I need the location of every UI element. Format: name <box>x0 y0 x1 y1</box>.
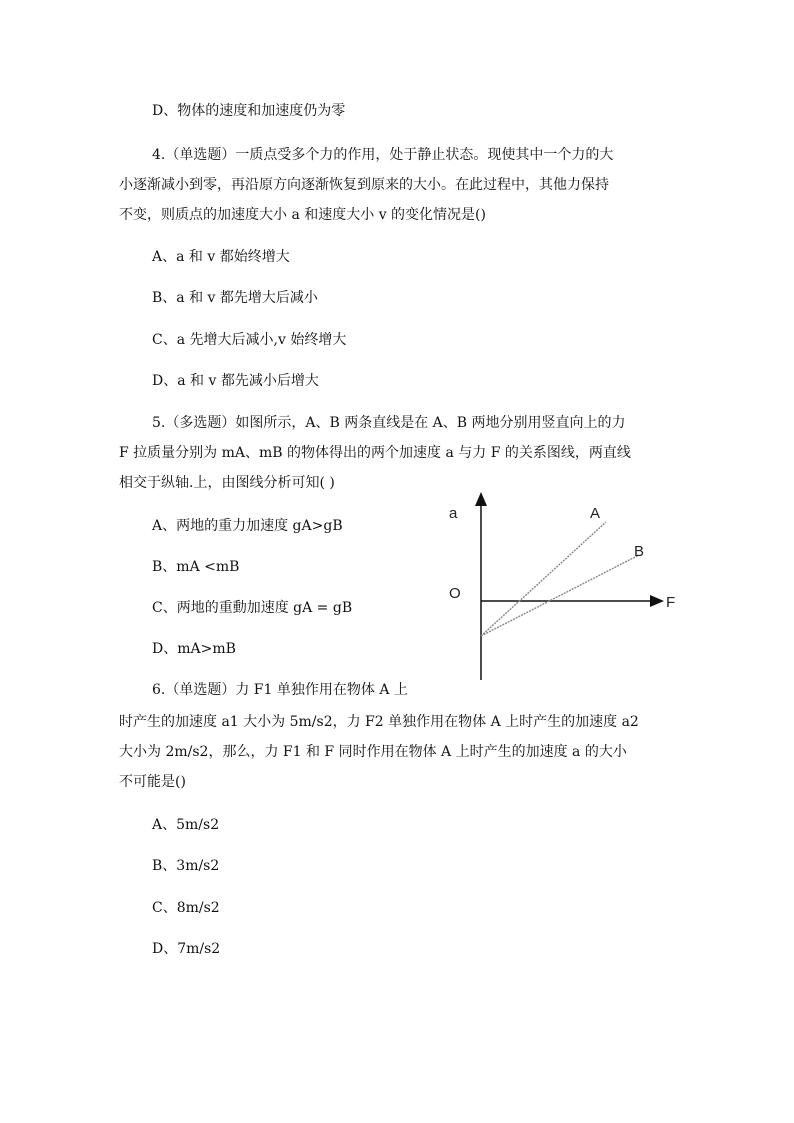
q6-option-d: D、7m/s2 <box>152 941 221 957</box>
q6-option-a: A、5m/s2 <box>152 817 220 833</box>
origin-label: O <box>449 585 461 602</box>
q6-option-c: C、8m/s2 <box>152 900 220 916</box>
q6-option-b: B、3m/s2 <box>152 858 220 874</box>
line-a <box>481 522 606 636</box>
y-axis-label: a <box>449 505 458 522</box>
q5-option-c: C、两地的重動加速度 gA = gB <box>152 600 353 616</box>
q4-option-d: D、a 和 v 都先减小后增大 <box>152 373 319 389</box>
q5-stem-line-2: F 拉质量分别为 mA、mB 的物体得出的两个加速度 a 与力 F 的关系图线，两直线 <box>119 445 631 461</box>
q4-stem-line-2: 小逐渐减小到零，再沿原方向逐渐恢复到原来的大小。在此过程中，其他力保持 <box>119 177 609 193</box>
y-axis-arrow-icon <box>475 492 487 506</box>
q6-stem-line-1: 6.（单选题）力 F1 单独作用在物体 A 上 <box>152 682 408 698</box>
q4-option-b: B、a 和 v 都先增大后减小 <box>152 290 318 306</box>
q4-stem-line-1: 4.（单选题）一质点受多个力的作用，处于静止状态。现使其中一个力的大 <box>152 147 614 163</box>
q5-option-a: A、两地的重力加速度 gA>gB <box>152 518 343 534</box>
q6-stem-line-3: 大小为 2m/s2，那么，力 F1 和 F 同时作用在物体 A 上时产生的加速度 a 的大小 <box>119 744 627 760</box>
q5-stem-line-1: 5.（多选题）如图所示，A、B 两条直线是在 A、B 两地分别用竖直向上的力 <box>152 415 626 431</box>
line-b-label: B <box>634 543 645 560</box>
q6-stem-line-2: 时产生的加速度 a1 大小为 5m/s2，力 F2 单独作用在物体 A 上时产生的加速度 a2 <box>119 714 639 730</box>
q5-stem-line-3: 相交于纵轴.上，由图线分析可知( ) <box>119 475 335 491</box>
q6-stem-line-4: 不可能是() <box>119 774 186 790</box>
q4-option-a: A、a 和 v 都始终增大 <box>152 249 290 265</box>
line-b <box>481 555 639 636</box>
q4-option-c: C、a 先增大后减小,v 始终增大 <box>152 332 347 348</box>
a-f-graph <box>440 488 690 684</box>
q3-option-d: D、物体的速度和加速度仍为零 <box>152 103 346 119</box>
q5-option-d: D、mA>mB <box>152 641 236 657</box>
q4-stem-line-3: 不变，则质点的加速度大小 a 和速度大小 v 的变化情况是() <box>119 207 486 223</box>
x-axis-label: F <box>666 594 676 611</box>
x-axis-arrow-icon <box>650 595 664 607</box>
q5-option-b: B、mA <mB <box>152 559 240 575</box>
line-a-label: A <box>590 505 601 522</box>
